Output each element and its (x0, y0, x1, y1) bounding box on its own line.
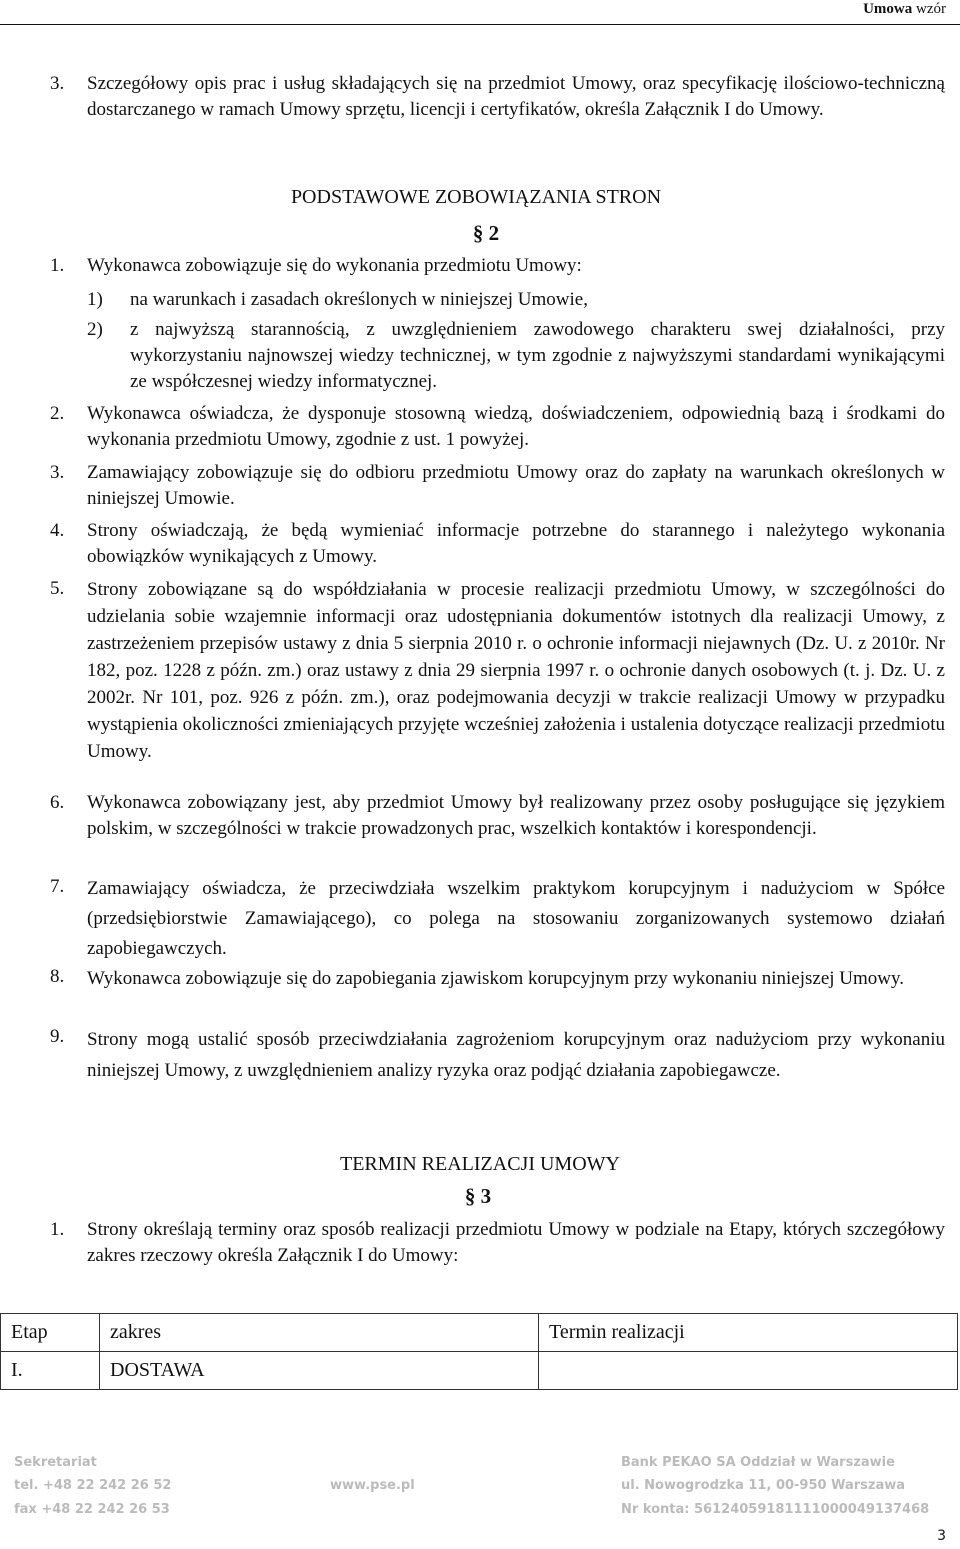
item-number: 8. (50, 966, 65, 987)
footer-phone: tel. +48 22 242 26 52 (14, 1478, 172, 1493)
clause-3: Zamawiający zobowiązuje się do odbioru przedmiotu Umowy oraz do zapłaty na warunkach określonych w niniejszej Umowie. (87, 462, 945, 509)
item-number: 2. (50, 403, 65, 424)
table-header-cell: Etap (1, 1314, 100, 1352)
clause-1: Wykonawca zobowiązuje się do wykonania przedmiotu Umowy: (87, 255, 582, 276)
table-cell: DOSTAWA (100, 1352, 539, 1390)
footer-address: ul. Nowogrodzka 11, 00-950 Warszawa (621, 1478, 906, 1493)
footer-label: Sekretariat (14, 1455, 97, 1470)
item-number: 3. (50, 73, 65, 94)
clause-5: Strony zobowiązane są do współdziałania w procesie realizacji przedmiotu Umowy, w szczególności do udzielania sobie wzajemnie informacji oraz udostępniania dokumentów istotnych dla realizacji Umowy, z zastrzeżeniem przepisów ustawy z dnia 5 sierpnia 2010 r. o ochronie informacji niejawnych (Dz. U. z 2010r. Nr 182, poz. 1228 z późn. zm.) oraz ustawy z dnia 29 sierpnia 1997 r. o ochronie danych osobowych (t. j. Dz. U. z 2002r. Nr 101, poz. 926 z późn. zm.), oraz podejmowania decyzji w trakcie realizacji Umowy w przypadku wystąpienia okoliczności zmieniających przyjęte wcześniej założenia i ustalenia dotyczące realizacji przedmiotu Umowy. (87, 579, 945, 762)
item-number: 5. (50, 578, 65, 599)
table-cell: I. (1, 1352, 100, 1390)
sub-item-number: 1) (87, 289, 103, 310)
page-header (0, 0, 960, 24)
sub-clause-1: na warunkach i zasadach określonych w niniejszej Umowie, (130, 289, 588, 310)
section-heading: PODSTAWOWE ZOBOWIĄZANIA STRON (290, 186, 662, 208)
footer-bank: Bank PEKAO SA Oddział w Warszawie (621, 1455, 895, 1470)
item-number: 4. (50, 520, 65, 541)
paragraph-sign: § 2 (472, 221, 500, 245)
stages-table (0, 1313, 958, 1390)
table-header-cell: zakres (100, 1314, 539, 1352)
header-rule (0, 24, 960, 25)
paragraph-sign: § 3 (464, 1184, 492, 1208)
footer-fax: fax +48 22 242 26 53 (14, 1502, 170, 1517)
item-number: 3. (50, 462, 65, 483)
clause-9: Strony mogą ustalić sposób przeciwdziałania zagrożeniom korupcyjnym oraz nadużyciom przy wykonaniu niniejszej Umowy, z uwzględnieniem analizy ryzyka oraz podjąć działania zapobiegawcze. (87, 1029, 945, 1081)
table-header-cell: Termin realizacji (539, 1314, 958, 1352)
clause-3-1: Strony określają terminy oraz sposób realizacji przedmiotu Umowy w podziale na Etapy, których szczegółowy zakres rzeczowy określa Załącznik I do Umowy: (87, 1219, 945, 1266)
item-number: 1. (50, 255, 65, 276)
item-number: 6. (50, 792, 65, 813)
clause-7: Zamawiający oświadcza, że przeciwdziała wszelkim praktykom korupcyjnym i nadużyciom w Spółce (przedsiębiorstwie Zamawiającego), co polega na stosowaniu zorganizowanych systemowo działań zapobiegawczych. (87, 878, 945, 959)
clause-8: Wykonawca zobowiązuje się do zapobiegania zjawiskom korupcyjnym przy wykonaniu niniejszej Umowy. (87, 968, 905, 989)
item-number: 7. (50, 876, 65, 897)
footer-account: Nr konta: 56124059181111000049137468 (621, 1502, 930, 1517)
page-number: 3 (937, 1528, 946, 1544)
sub-item-number: 2) (87, 319, 103, 340)
item-number: 9. (50, 1026, 65, 1047)
section-heading: TERMIN REALIZACJI UMOWY (340, 1153, 620, 1175)
clause-2: Wykonawca oświadcza, że dysponuje stosowną wiedzą, doświadczeniem, odpowiednią bazą i środkami do wykonania przedmiotu Umowy, zgodnie z ust. 1 powyżej. (87, 403, 945, 450)
header-title: Umowa wzór (863, 1, 946, 17)
intro-paragraph: Szczegółowy opis prac i usług składających się na przedmiot Umowy, oraz specyfikację ilościowo-techniczną dostarczanego w ramach Umowy sprzętu, licencji i certyfikatów, określa Załącznik I do Umowy. (87, 73, 945, 120)
clause-4: Strony oświadczają, że będą wymieniać informacje potrzebne do starannego i należytego wykonania obowiązków wynikających z Umowy. (87, 520, 945, 567)
footer-website: www.pse.pl (330, 1478, 415, 1493)
sub-clause-2: z najwyższą starannością, z uwzględnieniem zawodowego charakteru swej działalności, przy wykorzystaniu najnowszej wiedzy technicznej, w tym zgodnie z najwyższymi standardami wynikającymi ze współczesnej wiedzy informatycznej. (130, 319, 945, 392)
table-cell (539, 1352, 958, 1390)
clause-6: Wykonawca zobowiązany jest, aby przedmiot Umowy był realizowany przez osoby posługujące się językiem polskim, w szczególności w trakcie prowadzonych prac, wszelkich kontaktów i korespondencji. (87, 792, 945, 839)
table-row (1, 1352, 958, 1390)
table-header-row (1, 1314, 958, 1352)
item-number: 1. (50, 1219, 65, 1240)
